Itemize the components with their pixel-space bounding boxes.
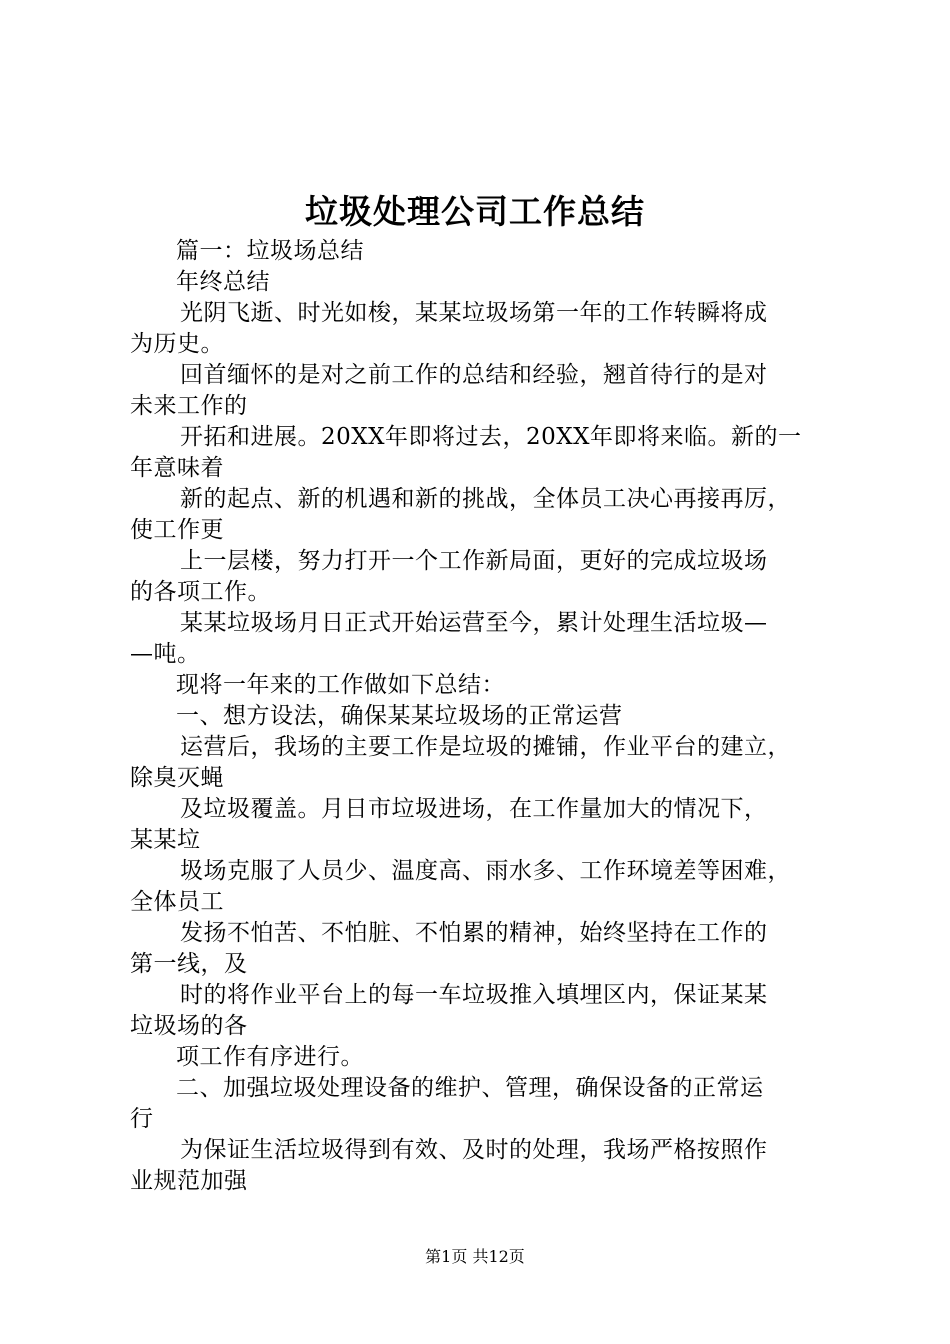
- body-line: 回首缅怀的是对之前工作的总结和经验，翘首待行的是对: [180, 362, 768, 388]
- document-body: [130, 236, 850, 1197]
- body-line: 开拓和进展。20XX年即将过去，20XX年即将来临。新的一: [180, 424, 802, 450]
- body-line: 某某垃圾场月日正式开始运营至今，累计处理生活垃圾—: [180, 610, 768, 636]
- body-line: 圾场克服了人员少、温度高、雨水多、工作环境差等困难，: [180, 858, 791, 884]
- body-line: 一、想方设法，确保某某垃圾场的正常运营: [176, 703, 623, 729]
- body-line: 光阴飞逝、时光如梭，某某垃圾场第一年的工作转瞬将成: [180, 300, 768, 326]
- page-footer: 第1页 共12页: [425, 1247, 525, 1266]
- body-line: 年终总结: [176, 269, 270, 295]
- body-line: 运营后，我场的主要工作是垃圾的摊铺，作业平台的建立，: [180, 734, 791, 760]
- body-line: 时的将作业平台上的每一车垃圾推入填埋区内，保证某某: [180, 982, 768, 1008]
- body-line: 的各项工作。: [130, 579, 271, 605]
- body-line: 未来工作的: [130, 393, 248, 419]
- body-line: 现将一年来的工作做如下总结：: [176, 672, 505, 698]
- body-line: 发扬不怕苦、不怕脏、不怕累的精神，始终坚持在工作的: [180, 920, 768, 946]
- body-line: 篇一：垃圾场总结: [176, 238, 364, 264]
- body-line: 年意味着: [130, 455, 224, 481]
- body-line: 上一层楼，努力打开一个工作新局面，更好的完成垃圾场: [180, 548, 768, 574]
- body-line: 使工作更: [130, 517, 224, 543]
- body-line: —吨。: [130, 641, 201, 667]
- body-line: 项工作有序进行。: [176, 1044, 364, 1070]
- body-line: 为保证生活垃圾得到有效、及时的处理，我场严格按照作: [180, 1137, 768, 1163]
- body-line: 垃圾场的各: [130, 1013, 248, 1039]
- body-line: 新的起点、新的机遇和新的挑战，全体员工决心再接再厉，: [180, 486, 791, 512]
- body-line: 二、加强垃圾处理设备的维护、管理，确保设备的正常运: [176, 1075, 764, 1101]
- document-title: 垃圾处理公司工作总结: [305, 192, 645, 231]
- body-line: 除臭灭蝇: [130, 765, 224, 791]
- body-line: 业规范加强: [130, 1168, 248, 1194]
- body-line: 为历史。: [130, 331, 224, 357]
- body-line: 及垃圾覆盖。月日市垃圾进场，在工作量加大的情况下，: [180, 796, 768, 822]
- body-line: 行: [130, 1106, 154, 1132]
- body-line: 某某垃: [130, 827, 201, 853]
- body-line: 全体员工: [130, 889, 224, 915]
- body-line: 第一线，及: [130, 951, 248, 977]
